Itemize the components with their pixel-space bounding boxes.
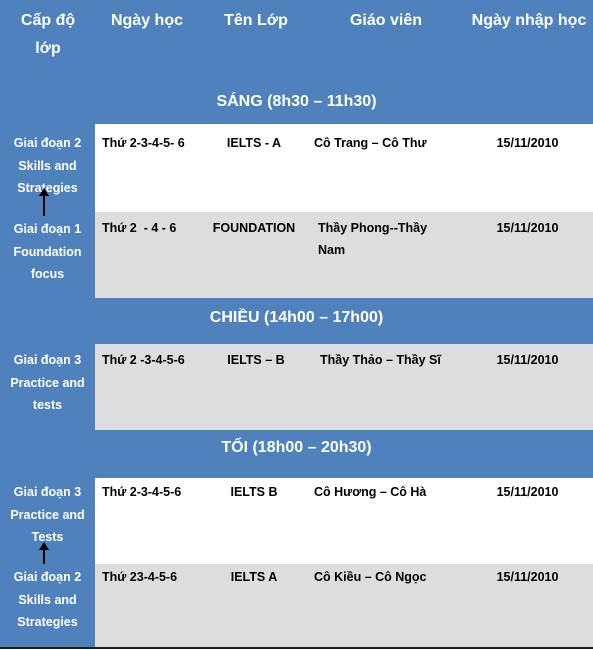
level-cell: Giai đoạn 2 Skills and Strategies <box>0 564 95 648</box>
class-cell: IELTS B <box>230 485 278 499</box>
class-cell: FOUNDATION <box>212 221 296 235</box>
teacher-cell: Cô Hương – Cô Hà <box>314 485 427 499</box>
header-start: Ngày nhập học <box>471 12 587 29</box>
class-cell: IELTS – B <box>227 353 285 367</box>
section-heading-morning: SÁNG (8h30 – 11h30) <box>0 80 593 124</box>
header-days: Ngày học <box>110 12 183 29</box>
class-cell: IELTS - A <box>226 136 282 150</box>
teacher-cell: Thầy Thảo – Thầy Sĩ <box>320 353 441 367</box>
start-cell: 15/11/2010 <box>496 136 559 150</box>
header-level: Cấp độ lớp <box>20 12 76 57</box>
table-bottom-border <box>0 647 593 649</box>
days-cell: Thứ 2-3-4-5-6 <box>102 485 182 499</box>
days-cell: Thứ 23-4-5-6 <box>102 570 178 584</box>
class-cell: IELTS A <box>230 570 278 584</box>
section-heading-evening: TỐI (18h00 – 20h30) <box>0 430 593 478</box>
start-cell: 15/11/2010 <box>496 485 559 499</box>
level-cell: Giai đoạn 3 Practice and Tests <box>0 478 95 564</box>
header-teacher: Giáo viên <box>349 12 423 29</box>
up-arrow-icon <box>39 542 49 564</box>
start-cell: 15/11/2010 <box>496 570 559 584</box>
days-cell: Thứ 2 - 4 - 6 <box>102 221 177 235</box>
days-cell: Thứ 2 -3-4-5-6 <box>102 353 185 367</box>
days-cell: Thứ 2-3-4-5- 6 <box>102 136 185 150</box>
teacher-cell: Cô Trang – Cô Thư <box>314 136 427 150</box>
section-heading-afternoon: CHIỀU (14h00 – 17h00) <box>0 298 593 344</box>
teacher-cell: Cô Kiều – Cô Ngọc <box>314 570 427 584</box>
level-cell: Giai đoạn 2 Skills and Strategies <box>0 124 95 212</box>
level-cell: Giai đoạn 3 Practice and tests <box>0 344 95 430</box>
start-cell: 15/11/2010 <box>496 221 559 235</box>
teacher-cell: Thầy Phong--Thầy Nam <box>318 221 428 257</box>
start-cell: 15/11/2010 <box>496 353 559 367</box>
up-arrow-icon <box>39 188 49 216</box>
header-class: Tên Lớp <box>224 12 288 29</box>
level-cell: Giai đoạn 1 Foundation focus <box>0 212 95 298</box>
